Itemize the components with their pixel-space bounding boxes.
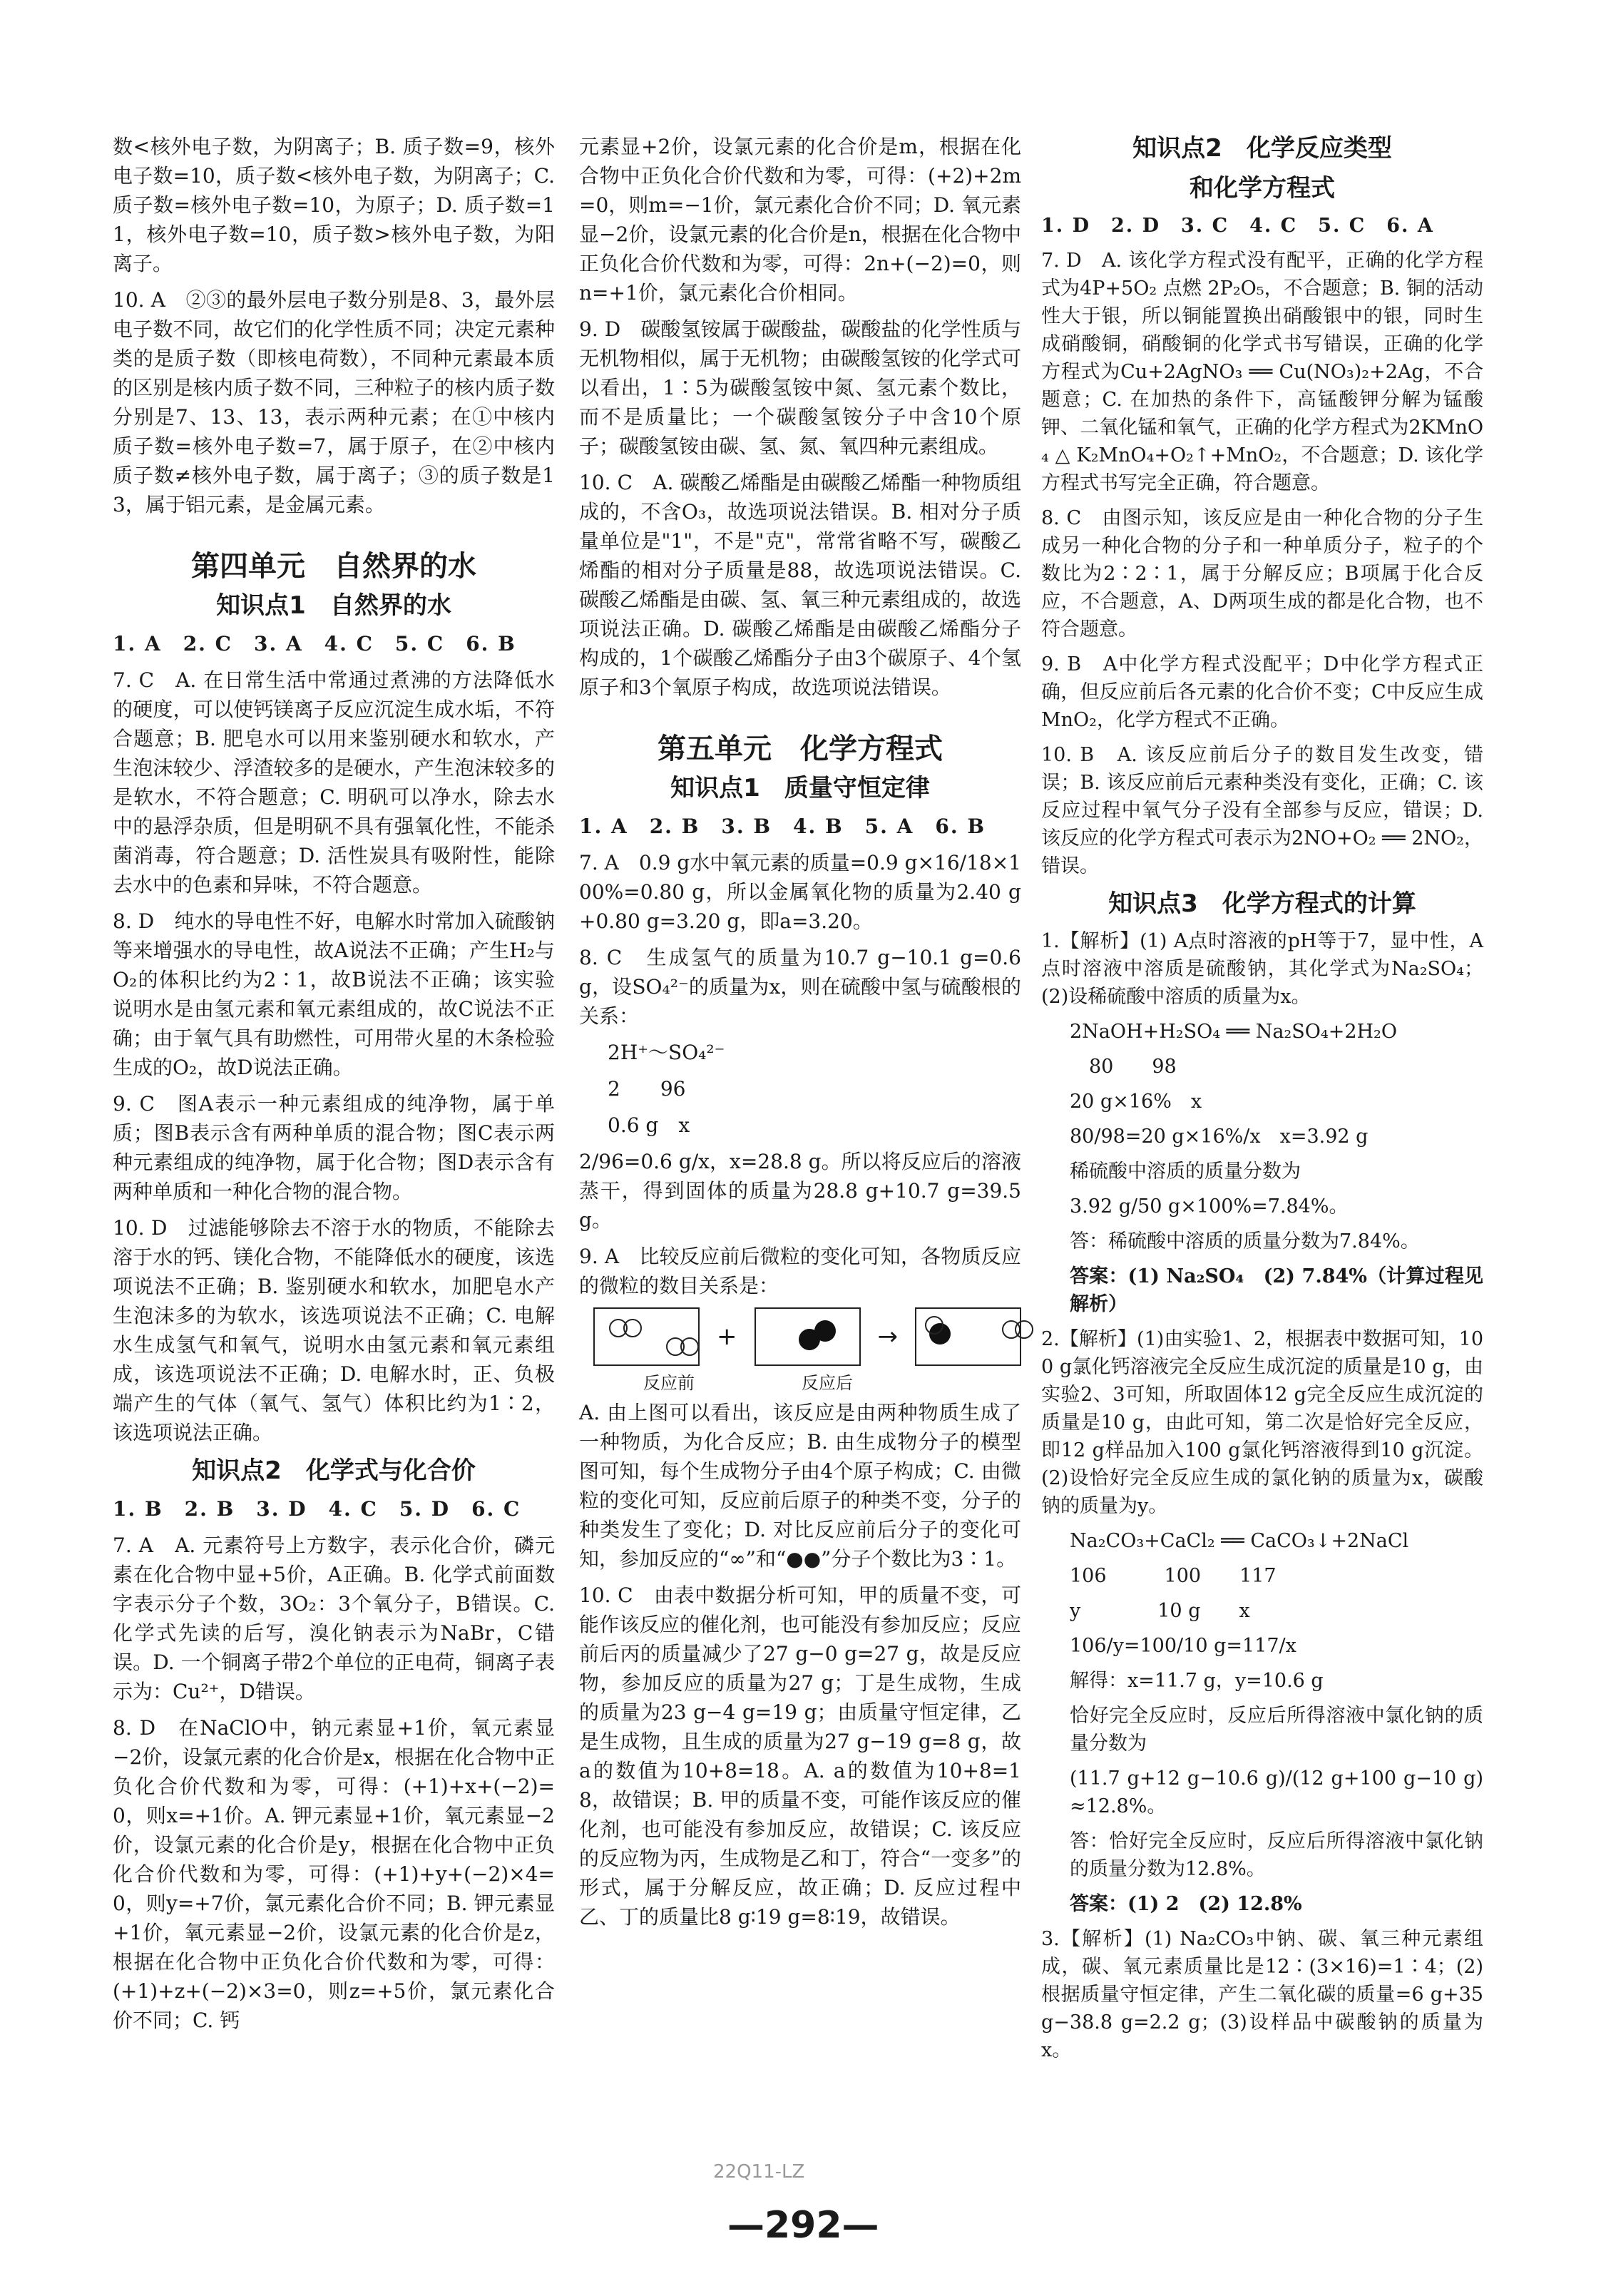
answer-paragraph: 10. C 由表中数据分析可知，甲的质量不变，可能作该反应的催化剂，也可能没有参加反应；反应前后丙的质量减少了27 g−0 g=27 g，故是反应物，参加反应的质量为27 g；丁是生成物，生成的质量为23 g−4 g=19 g；由质量守恒定律，乙是生成物，且生成的质量为27 g−19 g=8 g，故a的数值为10+8=18。A. a的数值为10+8=18，故错误；B. 甲的质量不变，可能作该反应的催化剂，也可能没有参加反应，故错误；C. 该反应的反应物为丙，生成物是乙和丁，符合“一变多”的形式，属于分解反应，故正确；D. 反应过程中乙、丁的质量比8 g∶19 g=8∶19，故错误。 [579,1583,1021,1929]
arrow-right-icon: → [877,1322,898,1351]
answer-paragraph: 7. C A. 在日常生活中常通过煮沸的方法降低水的硬度，可以使钙镁离子反应沉淀生成水垢，不符合题意；B. 肥皂水可以用来鉴别硬水和软水，产生泡沫较少、浮渣较多的是硬水，产生泡沫较多的是软水，不符合题意；C. 明矾可以净水，除去水中的悬浮杂质，但是明矾不具有强氧化性，不能杀菌消毒，符合题意；D. 活性炭具有吸附性，能除去水中的色素和异味，不符合题意。 [113,668,555,897]
answer-paragraph: 2/96=0.6 g/x，x=28.8 g。所以将反应后的溶液蒸干，得到固体的质量为28.8 g+10.7 g=39.5 g。 [579,1150,1021,1232]
equation-line: (11.7 g+12 g−10.6 g)/(12 g+100 g−10 g)≈12.8%。 [1070,1767,1483,1817]
section-title: 知识点2 化学反应类型 [1132,134,1392,163]
answer-paragraph: 数<核外电子数，为阴离子；B. 质子数=9，核外电子数=10，质子数<核外电子数，为阴离子；C. 质子数=核外电子数=10，为原子；D. 质子数=11，核外电子数=10，质子数>核外电子数，为阳离子。 [113,135,555,275]
section-title: 知识点1 质量守恒定律 [670,774,930,802]
answer-paragraph: 元素显+2价，设氯元素的化合价是m，根据在化合物中正负化合价代数和为零，可得：(+2)+2m=0，则m=−1价，氯元素化合价不同；D. 氧元素显−2价，设氯元素的化合价是n，根据在化合物中正负化合价代数和为零，可得：2n+(−2)=0，则n=+1价，氯元素化合价相同。 [579,135,1021,305]
equation-line: 稀硫酸中溶质的质量分数为 [1070,1160,1301,1183]
answer-key-row: 1. A 2. B 3. B 4. B 5. A 6. B [579,815,986,838]
page-number: —292— [727,2204,879,2247]
answer-paragraph: 9. B A中化学方程式没配平；D中化学方程式正确，但反应前后各元素的化合价不变；C中反应生成MnO₂，化学方程式不正确。 [1041,653,1483,731]
answer-paragraph: 9. C 图A表示一种元素组成的纯净物，属于单质；图B表示含有两种单质的混合物；图C表示两种元素组成的纯净物，属于化合物；图D表示含有两种单质和一种化合物的混合物。 [113,1092,555,1203]
answer-paragraph: 2.【解析】(1)由实验1、2，根据表中数据可知，100 g氯化钙溶液完全反应生成沉淀的质量是10 g，由实验2、3可知，所取固体12 g完全反应生成沉淀的质量是10 g，由此可知，第二次是恰好完全反应，即12 g样品加入100 g氯化钙溶液得到10 g沉淀。(2)设恰好完全反应生成的氯化钠的质量为x，碳酸钠的质量为y。 [1041,1328,1483,1517]
equation-line: 20 g×16% x [1070,1091,1202,1113]
column-middle [579,132,1021,1939]
answer-paragraph: 8. D 在NaClO中，钠元素显+1价，氧元素显−2价，设氯元素的化合价是x，根据在化合物中正负化合价代数和为零，可得：(+1)+x+(−2)=0，则x=+1价。A. 钾元素显+1价，氧元素显−2价，设氯元素的化合价是y，根据在化合物中正负化合价代数和为零，可得：(+1)+y+(−2)×4=0，则y=+7价，氯元素化合价不同；B. 钾元素显+1价，氧元素显−2价，设氯元素的化合价是z，根据在化合物中正负化合价代数和为零，可得：(+1)+z+(−2)×3=0，则z=+5价，氯元素化合价不同；C. 钙 [113,1716,555,2032]
equation-line: Na₂CO₃+CaCl₂ ══ CaCO₃↓+2NaCl [1070,1530,1409,1552]
answer-key-row: 1. A 2. C 3. A 4. C 5. C 6. B [113,632,516,655]
final-answer: 答案：(1) Na₂SO₄ (2) 7.84%（计算过程见解析） [1070,1265,1483,1315]
answer-paragraph: A. 由上图可以看出，该反应是由两种物质生成了一种物质，为化合反应；B. 由生成物分子的模型图可知，每个生成物分子由4个原子构成；C. 由微粒的变化可知，反应前后原子的种类不变，分子的种类发生了变化；D. 对比反应前后分子的变化可知，参加反应的“∞”和“●●”分子个数比为3∶1。 [579,1401,1021,1571]
plus-icon: + [717,1322,737,1351]
answer-paragraph: 8. D 纯水的导电性不好，电解水时常加入硫酸钠等来增强水的导电性，故A说法不正确；产生H₂与O₂的体积比约为2∶1，故B说法不正确；该实验说明水是由氢元素和氧元素组成的，故C说法不正确；由于氧气具有助燃性，可用带火星的木条检验生成的O₂，故D说法正确。 [113,909,555,1079]
answer-paragraph: 9. D 碳酸氢铵属于碳酸盐，碳酸盐的化学性质与无机物相似，属于无机物；由碳酸氢铵的化学式可以看出，1∶5为碳酸氢铵中氮、氢元素个数比，而不是质量比；一个碳酸氢铵分子中含10个原子；碳酸氢铵由碳、氢、氮、氧四种元素组成。 [579,317,1021,458]
answer-paragraph: 1.【解析】(1) A点时溶液的pH等于7，显中性，A点时溶液中溶质是硫酸钠，其化学式为Na₂SO₄；(2)设稀硫酸中溶质的质量为x。 [1041,930,1483,1008]
section-title: 知识点1 自然界的水 [216,591,451,620]
equation-line: 解得：x=11.7 g，y=10.6 g [1070,1670,1324,1692]
equation-line: y 10 g x [1070,1600,1250,1622]
section-title-continued: 和化学方程式 [1190,174,1335,203]
answer-paragraph: 10. C A. 碳酸乙烯酯是由碳酸乙烯酯一种物质组成的，不含O₃，故选项说法错误。B. 相对分子质量单位是"1"，不是"克"，常常省略不写，碳酸乙烯酯的相对分子质量是88，故选项说法错误。C. 碳酸乙烯酯是由碳、氢、氧三种元素组成的，故选项说法正确。D. 碳酸乙烯酯是由碳酸乙烯酯分子构成的，1个碳酸乙烯酯分子由3个碳原子、4个氢原子和3个氧原子构成，故选项说法错误。 [579,471,1021,699]
answer-paragraph: 9. A 比较反应前后微粒的变化可知，各物质反应的微粒的数目关系是： [579,1245,1021,1297]
unit-title: 第四单元 自然界的水 [191,550,476,583]
equation-line: 106/y=100/10 g=117/x [1070,1635,1296,1657]
reactant-box [755,1307,861,1366]
column-right [1041,132,1483,2071]
answer-key-row: 1. D 2. D 3. C 4. C 5. C 6. A [1041,215,1434,237]
print-code: 22Q11-LZ [713,2161,805,2183]
equation-line: 80 98 [1070,1056,1177,1078]
answer-paragraph: 7. D A. 该化学方程式没有配平，正确的化学方程式为4P+5O₂ 点燃 2P₂O₅，不合题意；B. 铜的活动性大于银，所以铜能置换出硝酸银中的银，同时生成硝酸铜，硝酸铜的化学式书写错误，正确的化学方程式为Cu+2AgNO₃ ══ Cu(NO₃)₂+2Ag，不合题意；C. 在加热的条件下，高锰酸钾分解为锰酸钾、二氧化锰和氧气，正确的化学方程式为2KMnO₄ △ K₂MnO₄+O₂↑+MnO₂，不合题意；D. 该化学方程式书写完全正确，符合题意。 [1041,250,1483,494]
equation-line: 3.92 g/50 g×100%=7.84%。 [1070,1195,1349,1218]
figure-label: 反应前 [643,1373,695,1393]
answer-paragraph: 10. D 过滤能够除去不溶于水的物质，不能除去溶于水的钙、镁化合物，不能降低水的硬度，该选项说法不正确；B. 鉴别硬水和软水，加肥皂水产生泡沫多的为软水，该选项说法不正确；C. 电解水生成氢气和氧气，说明水由氢元素和氧元素组成，该选项说法不正确；D. 电解水时，正、负极端产生的气体（氧气、氢气）体积比约为1∶2，该选项说法正确。 [113,1216,555,1444]
section-title: 知识点2 化学式与化合价 [192,1456,476,1485]
before-reaction-box [593,1307,700,1366]
equation-line: 106 100 117 [1070,1565,1277,1587]
answer-paragraph: 10. B A. 该反应前后分子的数目发生改变，错误；B. 该反应前后元素种类没有变化，正确；C. 该反应过程中氧气分子没有全部参与反应，错误；D. 该反应的化学方程式可表示为2NO+O₂ ══ 2NO₂，错误。 [1041,744,1483,877]
section-title: 知识点3 化学方程式的计算 [1108,889,1416,918]
final-answer: 答案：(1) 2 (2) 12.8% [1070,1893,1302,1915]
unit-title: 第五单元 化学方程式 [658,733,943,765]
equation-line: 2NaOH+H₂SO₄ ══ Na₂SO₄+2H₂O [1070,1021,1398,1043]
answer-paragraph: 8. C 生成氢气的质量为10.7 g−10.1 g=0.6 g，设SO₄²⁻的质量为x，则在硫酸中氢与硫酸根的关系： [579,946,1021,1028]
equation-line: 答：恰好完全反应时，反应后所得溶液中氯化钠的质量分数为12.8%。 [1070,1830,1483,1880]
answer-paragraph: 7. A A. 元素符号上方数字，表示化合价，磷元素在化合物中显+5价，A正确。B. 化学式前面数字表示分子个数，3O₂：3个氧分子，B错误。C. 化学式先读的后写，溴化钠表示为NaBr，C错误。D. 一个铜离子带2个单位的正电荷，铜离子表示为：Cu²⁺，D错误。 [113,1534,555,1703]
answer-paragraph: 7. A 0.9 g水中氧元素的质量=0.9 g×16/18×100%=0.80 g，所以金属氧化物的质量为2.40 g+0.80 g=3.20 g，即a=3.20。 [579,851,1021,933]
answer-paragraph: 10. A ②③的最外层电子数分别是8、3，最外层电子数不同，故它们的化学性质不同；决定元素种类的是质子数（即核电荷数），不同种元素最本质的区别是核内质子数不同，三种粒子的核内质子数分别是7、13、13，表示两种元素；在①中核内质子数=核外电子数=7，属于原子，在②中核内质子数≠核外电子数，属于离子；③的质子数是13，属于铝元素，是金属元素。 [113,288,555,516]
answer-paragraph: 3.【解析】(1) Na₂CO₃中钠、碳、氧三种元素组成，碳、氧元素质量比是12∶(3×16)=1∶4；(2)根据质量守恒定律，产生二氧化碳的质量=6 g+35 g−38.8 g=2.2 g；(3)设样品中碳酸钠的质量为x。 [1041,1928,1483,2061]
answer-key-row: 1. B 2. B 3. D 4. C 5. D 6. C [113,1497,521,1521]
after-reaction-box [915,1307,1021,1366]
equation-line: 80/98=20 g×16%/x x=3.92 g [1070,1126,1369,1148]
equation-line: 0.6 g x [608,1113,690,1137]
answer-paragraph: 8. C 由图示知，该反应是由一种化合物的分子生成另一种化合物的分子和一种单质分子，粒子的个数比为2∶2∶1，属于分解反应；B项属于化合反应，不合题意，A、D两项生成的都是化合物，也不符合题意。 [1041,507,1483,641]
equation-line: 答：稀硫酸中溶质的质量分数为7.84%。 [1070,1230,1420,1252]
equation-line: 恰好完全反应时，反应后所得溶液中氯化钠的质量分数为 [1070,1705,1483,1755]
reaction-diagram [593,1307,1021,1366]
equation-line: 2H⁺～SO₄²⁻ [608,1041,725,1064]
equation-line: 2 96 [608,1077,686,1101]
figure-label: 反应后 [802,1373,853,1393]
column-left [113,132,555,2042]
